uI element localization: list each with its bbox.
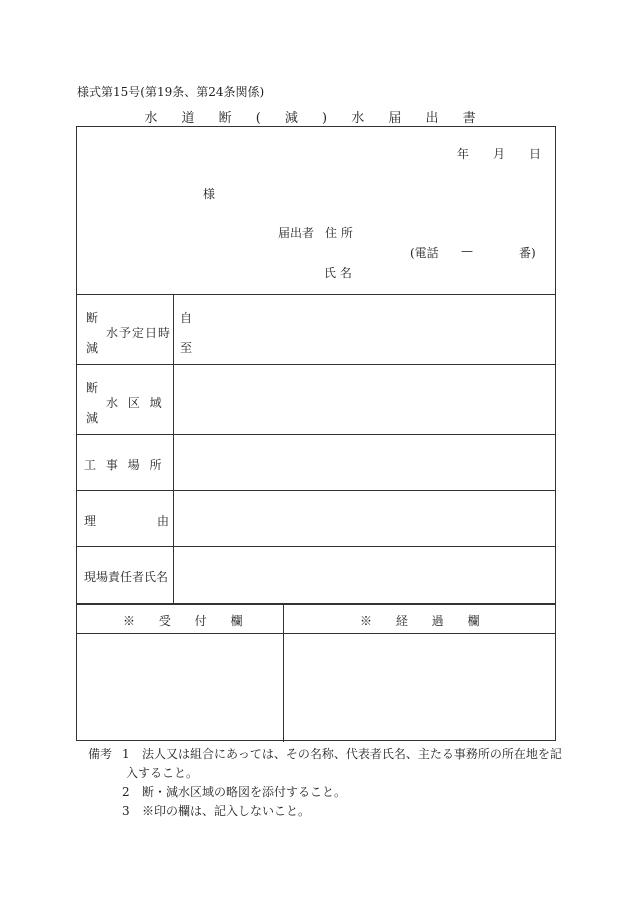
- note-3-text: ※印の欄は、記入しないこと。: [142, 804, 311, 818]
- note-1-continuation: 入すること。: [126, 766, 199, 780]
- applicant-label: 届出者: [278, 226, 315, 240]
- schedule-from-label: 自: [180, 311, 193, 325]
- addressee-suffix: 様: [203, 187, 216, 201]
- progress-column-label: ※ 経 過 欄: [360, 614, 490, 628]
- phone-open: (電話: [410, 246, 439, 260]
- form-number-label: 様式第15号(第19条、第24条関係): [77, 85, 265, 99]
- note-2-number: 2: [122, 785, 130, 799]
- area-top-label: 断: [86, 381, 99, 395]
- area-bottom-label: 減: [86, 411, 99, 425]
- manager-label: 現場責任者氏名: [84, 570, 169, 584]
- note-3-number: 3: [122, 804, 130, 818]
- date-year-label: 年: [457, 147, 470, 161]
- name-label: 氏 名: [324, 266, 352, 280]
- reason-right-label: 由: [157, 514, 170, 528]
- schedule-to-label: 至: [180, 341, 193, 355]
- reason-left-label: 理: [84, 514, 97, 528]
- phone-close: 番): [519, 246, 536, 260]
- form-title: 水 道 断 ( 減 ) 水 届 出 書: [144, 111, 486, 126]
- form-table: [76, 126, 556, 741]
- date-month-label: 月: [493, 147, 506, 161]
- site-label: 工 事 場 所: [84, 458, 165, 472]
- notes-heading: 備考: [88, 747, 113, 761]
- address-label: 住 所: [325, 226, 353, 240]
- schedule-bottom-label: 減: [86, 341, 99, 355]
- schedule-middle-label: 水予定日時: [106, 326, 172, 340]
- area-middle-label: 水 区 域: [106, 396, 165, 410]
- schedule-top-label: 断: [86, 311, 99, 325]
- date-day-label: 日: [529, 147, 542, 161]
- note-1-text: 法人又は組合にあっては、その名称、代表者氏名、主たる事務所の所在地を記: [142, 747, 562, 761]
- note-2-text: 断・減水区域の略図を添付すること。: [142, 785, 347, 799]
- note-1-number: 1: [122, 747, 130, 761]
- reception-column-label: ※ 受 付 欄: [123, 614, 253, 628]
- phone-dash: —: [461, 244, 473, 258]
